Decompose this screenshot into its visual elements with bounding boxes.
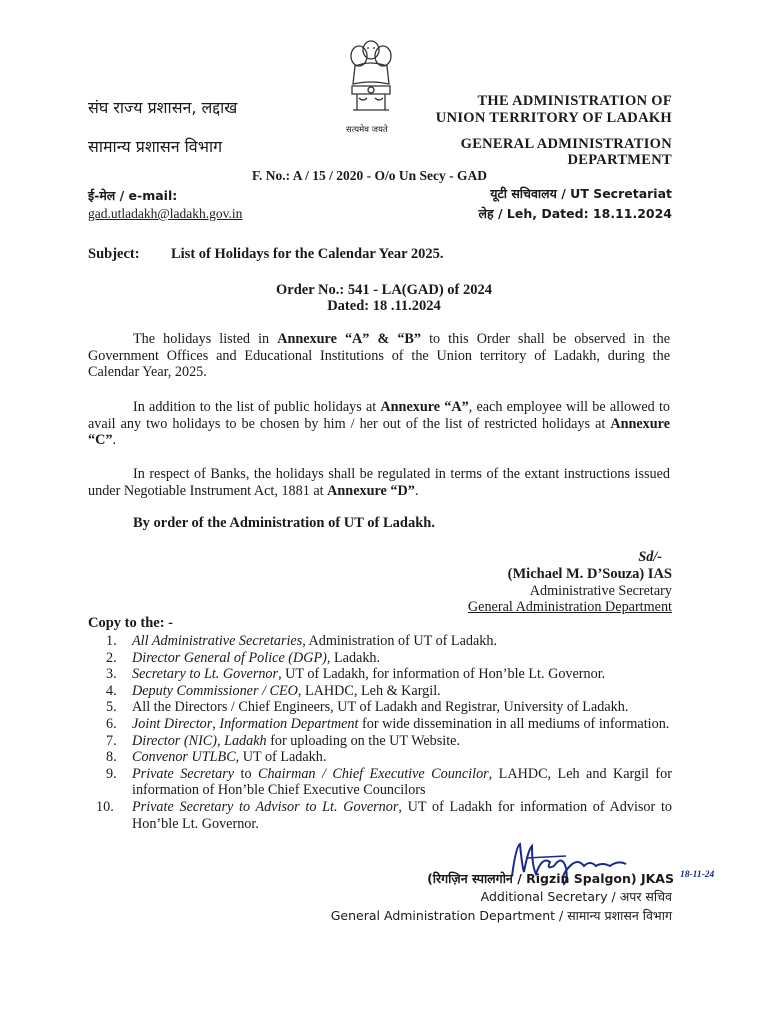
copy-heading: Copy to the: - bbox=[88, 615, 173, 631]
list-item-italic: Joint Director bbox=[132, 715, 213, 732]
list-item-italic: Secretary to Lt. Governor bbox=[132, 666, 279, 683]
hindi-dept-title: सामान्य प्रशासन विभाग bbox=[88, 137, 223, 156]
list-item-number: 3. bbox=[106, 666, 117, 683]
paragraph-1 bbox=[88, 331, 670, 381]
paragraph-2 bbox=[88, 399, 670, 449]
list-item-text-pre: , bbox=[212, 715, 220, 732]
list-item-number: 1. bbox=[106, 633, 117, 649]
secretariat: यूटी सचिवालय / UT Secretariat bbox=[490, 186, 672, 201]
p3-text-c: . bbox=[414, 482, 419, 499]
list-item bbox=[106, 650, 672, 667]
list-item-text: , Administration of UT of Ladakh. bbox=[302, 633, 498, 649]
subject-text: List of Holidays for the Calendar Year 2025. bbox=[171, 246, 444, 262]
list-item-text: , UT of Ladakh. bbox=[235, 749, 327, 766]
list-item bbox=[106, 666, 672, 683]
list-item-text: Ladakh. bbox=[330, 649, 381, 666]
admin-title-line1: THE ADMINISTRATION OF bbox=[477, 93, 672, 109]
dept-title-line1: GENERAL ADMINISTRATION bbox=[460, 136, 672, 152]
p2-annexure-c: Annexure “C” bbox=[88, 415, 670, 449]
p2-text-e: . bbox=[112, 432, 116, 449]
list-item-number: 2. bbox=[106, 649, 117, 666]
list-item-text: for wide dissemination in all mediums of information. bbox=[358, 715, 670, 732]
list-item-number: 8. bbox=[106, 749, 117, 766]
p1-annexure-ab: Annexure “A” & “B” bbox=[277, 331, 421, 347]
list-item bbox=[106, 633, 672, 650]
list-item-text: All the Directors / Chief Engineers, UT of Ladakh and Registrar, University of Ladakh. bbox=[132, 699, 629, 716]
list-item-number: 6. bbox=[106, 715, 117, 732]
p1-text-a: The holidays listed in bbox=[133, 331, 278, 347]
p2-annexure-a: Annexure “A” bbox=[380, 399, 469, 415]
p2-text-c: , each employee will be allowed to avail any two holidays to be chosen by him / her out of the list of restricted holidays at bbox=[88, 399, 670, 432]
p2-text-a: In addition to the list of public holidays at bbox=[133, 399, 381, 415]
footer-signatory-name: (रिगज़िन स्पालगोन / Rigzin Spalgon) JKAS bbox=[427, 871, 674, 886]
list-item bbox=[106, 733, 672, 750]
list-item-italic: Private Secretary to Advisor to Lt. Governor bbox=[132, 798, 399, 815]
signatory-designation: Administrative Secretary bbox=[529, 583, 672, 599]
list-item-italic: Director General of Police (DGP), bbox=[132, 649, 331, 666]
footer-signatory-designation: Additional Secretary / अपर सचिव bbox=[480, 889, 672, 904]
copy-list bbox=[96, 633, 672, 832]
list-item-text: for uploading on the UT Website. bbox=[266, 732, 461, 749]
handwritten-date: 18-11-24 bbox=[680, 870, 715, 880]
list-item-italic-2: Chairman / Chief Executive Councilor bbox=[257, 765, 489, 782]
list-item-number: 9. bbox=[106, 765, 117, 782]
list-item-italic: Convenor UTLBC bbox=[132, 749, 236, 766]
p1-text-c: to this Order shall be observed in the Government Offices and Educational Institutions of the Union territory of Ladakh, during the Calendar Year, 2025. bbox=[88, 331, 670, 381]
list-item-text: , UT of Ladakh, for information of Hon’ble Lt. Governor. bbox=[278, 666, 606, 683]
dept-title-line2: DEPARTMENT bbox=[567, 152, 672, 168]
p3-annexure-d: Annexure “D” bbox=[327, 482, 415, 499]
place-date: लेह / Leh, Dated: 18.11.2024 bbox=[478, 206, 672, 221]
order-number: Order No.: 541 - LA(GAD) of 2024 bbox=[276, 282, 492, 298]
list-item-italic: Director (NIC), Ladakh bbox=[132, 732, 267, 749]
list-item-number: 4. bbox=[106, 682, 117, 699]
list-item bbox=[106, 683, 672, 700]
file-number: F. No.: A / 15 / 2020 - O/o Un Secy - GAD bbox=[252, 168, 488, 183]
list-item bbox=[106, 716, 672, 733]
list-item bbox=[106, 699, 672, 716]
list-item-number: 5. bbox=[106, 699, 117, 716]
p3-text-a: In respect of Banks, the holidays shall be regulated in terms of the extant instructions issued under Negotiable Instrument Act, 1881 at bbox=[88, 466, 670, 499]
paragraph-3 bbox=[88, 466, 670, 499]
emblem-motto: सत्यमेव जयते bbox=[346, 125, 388, 135]
sd-mark: Sd/- bbox=[638, 549, 662, 565]
by-order-line: By order of the Administration of UT of Ladakh. bbox=[133, 515, 435, 531]
national-emblem-icon bbox=[345, 36, 397, 134]
list-item-italic: Deputy Commissioner / CEO bbox=[132, 682, 298, 699]
list-item bbox=[106, 766, 672, 799]
admin-title-line2: UNION TERRITORY OF LADAKH bbox=[435, 110, 672, 126]
list-item-italic-2: Information Department bbox=[219, 715, 359, 732]
list-item-text-pre: to bbox=[234, 765, 258, 782]
subject-label: Subject: bbox=[88, 246, 140, 262]
list-item-text: , LAHDC, Leh and Kargil for information of Hon’ble Chief Executive Councilors bbox=[132, 765, 672, 799]
email-address: gad.utladakh@ladakh.gov.in bbox=[88, 206, 243, 221]
list-item-italic: Private Secretary bbox=[132, 765, 235, 782]
list-item bbox=[96, 798, 672, 832]
list-item-text: , LAHDC, Leh & Kargil. bbox=[297, 682, 441, 699]
order-dated: Dated: 18 .11.2024 bbox=[327, 298, 441, 314]
list-item-number: 10. bbox=[96, 798, 114, 815]
hindi-admin-title: संघ राज्य प्रशासन, लद्दाख bbox=[88, 98, 238, 117]
signatory-department: General Administration Department bbox=[467, 599, 672, 615]
signatory-name: (Michael M. D’Souza) IAS bbox=[507, 566, 672, 582]
list-item-number: 7. bbox=[106, 732, 117, 749]
email-label: ई-मेल / e-mail: bbox=[88, 188, 178, 203]
footer-signatory-department: General Administration Department / सामान्य प्रशासन विभाग bbox=[330, 908, 672, 923]
list-item-italic: All Administrative Secretaries bbox=[132, 633, 303, 649]
list-item bbox=[106, 749, 672, 766]
list-item-text: , UT of Ladakh for information of Advisor to Hon’ble Lt. Governor. bbox=[132, 798, 672, 832]
